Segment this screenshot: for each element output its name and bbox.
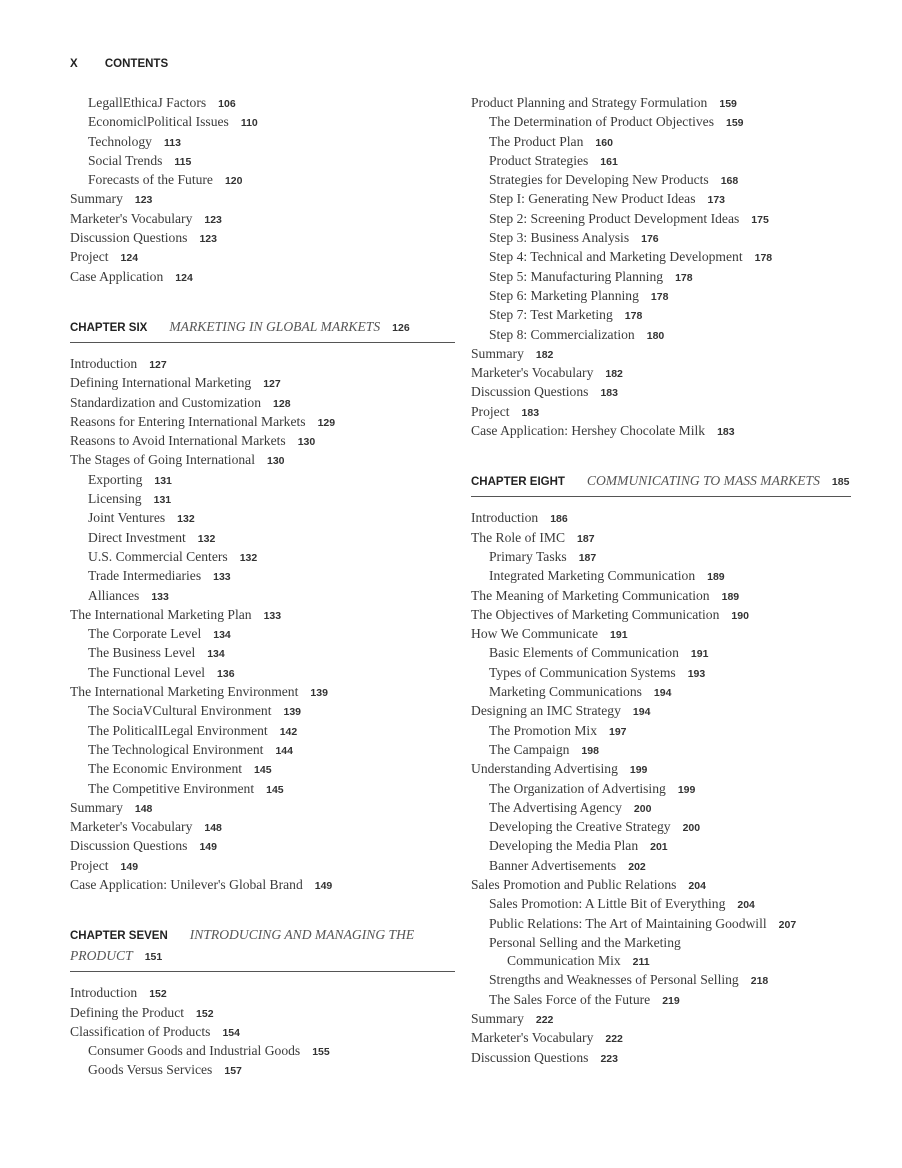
page-number: 183 bbox=[600, 387, 618, 400]
toc-entry-title: Alliances bbox=[88, 587, 140, 603]
toc-entry bbox=[70, 1042, 455, 1061]
page-number: 211 bbox=[632, 956, 650, 969]
page-number: 175 bbox=[751, 213, 769, 226]
toc-entry bbox=[70, 1061, 455, 1080]
toc-entry-title: Product Planning and Strategy Formulation bbox=[471, 95, 708, 110]
page-number: 132 bbox=[197, 532, 216, 545]
toc-entry bbox=[70, 432, 455, 451]
page-number: 178 bbox=[754, 252, 773, 265]
toc-entry bbox=[471, 306, 851, 325]
toc-entry-title: Marketer's Vocabulary bbox=[70, 819, 193, 835]
toc-entry-title: The Promotion Mix bbox=[489, 722, 597, 738]
page-number: 110 bbox=[240, 117, 258, 130]
toc-entry-title: Communication Mix bbox=[507, 953, 621, 969]
toc-entry-title: The Stages of Going International bbox=[70, 452, 255, 468]
page-number: 191 bbox=[610, 629, 628, 642]
page-number: 123 bbox=[204, 213, 222, 226]
page-number: 113 bbox=[163, 136, 181, 149]
page-number: 189 bbox=[721, 590, 740, 603]
page-number: 159 bbox=[719, 98, 737, 110]
toc-entry-title: The International Marketing Plan bbox=[70, 606, 252, 622]
page-number: 160 bbox=[595, 136, 613, 149]
page-number: 131 bbox=[154, 474, 172, 487]
page-number: 131 bbox=[153, 494, 172, 507]
page-number: 173 bbox=[707, 194, 726, 207]
toc-entry bbox=[471, 364, 851, 383]
chapter-title: COMMUNICATING TO MASS MARKETS bbox=[586, 473, 820, 489]
page-number: 106 bbox=[218, 98, 236, 110]
toc-entry bbox=[471, 702, 851, 721]
page-number: 123 bbox=[134, 194, 153, 207]
toc-entry bbox=[70, 210, 455, 229]
toc-entry bbox=[471, 326, 851, 345]
toc-entry-title: The Meaning of Marketing Communication bbox=[471, 587, 710, 603]
toc-entry-title: Discussion Questions bbox=[471, 384, 589, 400]
page-number: 149 bbox=[199, 841, 217, 854]
page-number: 128 bbox=[273, 397, 291, 410]
toc-entry-title: Trade Intermediaries bbox=[88, 568, 202, 584]
toc-entry-title: Step I: Generating New Product Ideas bbox=[489, 191, 696, 207]
toc-left-column bbox=[70, 94, 455, 1081]
toc-entry-title: Summary bbox=[70, 191, 123, 207]
chapter-label: CHAPTER EIGHT bbox=[471, 476, 565, 489]
toc-entry-title: Discussion Questions bbox=[471, 1049, 589, 1065]
toc-entry bbox=[70, 171, 455, 190]
toc-entry-title: Step 8: Commercialization bbox=[489, 326, 635, 342]
toc-entry-title: Marketing Communications bbox=[489, 684, 642, 700]
toc-entry bbox=[471, 934, 851, 952]
page-number: 200 bbox=[682, 822, 701, 835]
toc-entry-title: Joint Ventures bbox=[88, 510, 166, 526]
page-number: 139 bbox=[283, 706, 302, 719]
toc-entry bbox=[70, 229, 455, 248]
page-number: 136 bbox=[217, 667, 235, 680]
page-number: 222 bbox=[605, 1033, 623, 1046]
toc-entry bbox=[471, 857, 851, 876]
toc-entry bbox=[471, 587, 851, 606]
toc-entry-title: Case Application bbox=[70, 268, 164, 284]
toc-entry bbox=[70, 837, 455, 856]
toc-entry bbox=[70, 94, 455, 113]
toc-entry-title: Goods Versus Services bbox=[88, 1062, 213, 1078]
toc-entry-title: Defining International Marketing bbox=[70, 375, 252, 391]
toc-entry-title: The Determination of Product Objectives bbox=[489, 114, 714, 130]
toc-entry-title: The Technological Environment bbox=[88, 741, 264, 757]
page-number: 198 bbox=[581, 744, 599, 757]
chapter-heading bbox=[471, 471, 851, 497]
toc-entry-title: Step 4: Technical and Marketing Development bbox=[489, 249, 743, 265]
page-number: 126 bbox=[392, 321, 410, 334]
toc-entry-title: Discussion Questions bbox=[70, 230, 188, 246]
page-number: 180 bbox=[646, 329, 665, 342]
toc-entry-title: The Corporate Level bbox=[88, 626, 202, 642]
toc-entry bbox=[471, 248, 851, 267]
chapter-label: CHAPTER SIX bbox=[70, 321, 148, 334]
toc-entry bbox=[471, 548, 851, 567]
toc-entry-title: How We Communicate bbox=[471, 626, 599, 642]
page-number: 186 bbox=[550, 513, 568, 526]
page-number: 194 bbox=[653, 687, 672, 700]
toc-entry-title: Marketer's Vocabulary bbox=[471, 1030, 594, 1046]
toc-entry-title: U.S. Commercial Centers bbox=[88, 548, 228, 564]
toc-entry-title: Summary bbox=[471, 1011, 524, 1027]
page-number: 187 bbox=[578, 551, 597, 564]
page-number: 182 bbox=[535, 348, 554, 361]
page-number: 176 bbox=[641, 233, 659, 246]
page-number: 149 bbox=[120, 860, 139, 873]
toc-entry bbox=[471, 171, 851, 190]
toc-entry-title: The Economic Environment bbox=[88, 761, 243, 777]
toc-entry-title: Types of Communication Systems bbox=[489, 664, 676, 680]
page-number: 130 bbox=[266, 455, 285, 468]
toc-entry-title: The Business Level bbox=[88, 645, 196, 661]
toc-entry-title: Designing an IMC Strategy bbox=[471, 703, 621, 719]
toc-entry bbox=[70, 799, 455, 818]
toc-entry bbox=[471, 991, 851, 1010]
toc-entry-title: Consumer Goods and Industrial Goods bbox=[88, 1043, 301, 1059]
page-number: 200 bbox=[633, 802, 652, 815]
page-number: 145 bbox=[254, 764, 272, 777]
toc-entry bbox=[471, 1010, 851, 1029]
toc-entry bbox=[70, 451, 455, 470]
toc-entry-title: Case Application: Hershey Chocolate Milk bbox=[471, 423, 706, 439]
page-number: 202 bbox=[628, 860, 646, 873]
toc-entry-title: The Advertising Agency bbox=[489, 799, 622, 815]
page-number: 149 bbox=[314, 879, 333, 892]
toc-entry bbox=[70, 984, 455, 1003]
toc-entry bbox=[471, 971, 851, 990]
toc-entry bbox=[471, 799, 851, 818]
toc-entry bbox=[471, 625, 851, 644]
toc-entry bbox=[471, 915, 851, 934]
toc-entry bbox=[70, 394, 455, 413]
toc-entry bbox=[70, 548, 455, 567]
page-number: 182 bbox=[605, 368, 623, 381]
page-number: 219 bbox=[662, 994, 680, 1007]
toc-entry-title: Social Trends bbox=[88, 152, 163, 168]
toc-entry-title: The Campaign bbox=[489, 741, 570, 757]
toc-entry-title: Marketer's Vocabulary bbox=[471, 365, 594, 381]
toc-entry-title: Personal Selling and the Marketing bbox=[489, 934, 681, 950]
toc-entry-title: Project bbox=[70, 857, 109, 873]
toc-entry bbox=[70, 190, 455, 209]
toc-entry bbox=[471, 190, 851, 209]
chapter-heading bbox=[70, 925, 455, 972]
toc-entry bbox=[70, 248, 455, 267]
toc-entry bbox=[70, 509, 455, 528]
toc-entry-title: The International Marketing Environment bbox=[70, 684, 299, 700]
toc-entry bbox=[471, 664, 851, 683]
page-number: 127 bbox=[263, 378, 281, 391]
toc-entry bbox=[471, 1029, 851, 1048]
page-number: 185 bbox=[831, 476, 850, 489]
page-number: 190 bbox=[731, 609, 749, 622]
toc-entry-title: Developing the Media Plan bbox=[489, 838, 639, 854]
chapter-heading bbox=[70, 317, 455, 343]
toc-entry-title: Project bbox=[70, 249, 109, 265]
toc-entry-title: The SociaVCultural Environment bbox=[88, 703, 272, 719]
toc-entry-title: Exporting bbox=[88, 471, 143, 487]
page-number: 123 bbox=[199, 233, 217, 246]
toc-entry-title: Product Strategies bbox=[489, 152, 589, 168]
page-number: 204 bbox=[688, 879, 706, 892]
toc-entry bbox=[70, 818, 455, 837]
page-number: 197 bbox=[609, 725, 627, 738]
toc-entry bbox=[70, 113, 455, 132]
toc-entry bbox=[471, 722, 851, 741]
toc-entry bbox=[70, 625, 455, 644]
page-number: 189 bbox=[707, 571, 725, 584]
toc-entry-title: Primary Tasks bbox=[489, 548, 567, 564]
toc-entry bbox=[471, 683, 851, 702]
page-number: 193 bbox=[687, 667, 706, 680]
toc-entry bbox=[471, 895, 851, 914]
toc-right-column bbox=[471, 94, 851, 1068]
toc-entry-title: Discussion Questions bbox=[70, 838, 188, 854]
page-number: 187 bbox=[577, 532, 595, 545]
toc-entry bbox=[70, 1004, 455, 1023]
toc-entry bbox=[70, 876, 455, 895]
page-number: 133 bbox=[151, 590, 169, 603]
toc-entry-title: Case Application: Unilever's Global Brand bbox=[70, 876, 303, 892]
page-number: 152 bbox=[196, 1007, 214, 1020]
toc-entry-title: Marketer's Vocabulary bbox=[70, 210, 193, 226]
toc-entry bbox=[70, 152, 455, 171]
toc-entry bbox=[471, 529, 851, 548]
toc-entry-title: Sales Promotion and Public Relations bbox=[471, 876, 677, 892]
toc-entry bbox=[70, 857, 455, 876]
page-number: 199 bbox=[629, 764, 648, 777]
page-number: 132 bbox=[239, 551, 258, 564]
toc-entry-title: The Organization of Advertising bbox=[489, 780, 666, 796]
toc-entry-title: Introduction bbox=[70, 985, 138, 1001]
toc-entry bbox=[70, 471, 455, 490]
toc-entry-title: Technology bbox=[88, 133, 152, 149]
toc-entry bbox=[471, 345, 851, 364]
toc-entry bbox=[70, 133, 455, 152]
toc-entry bbox=[471, 509, 851, 528]
toc-entry-title: Forecasts of the Future bbox=[88, 172, 213, 188]
page-number: 151 bbox=[144, 951, 163, 964]
page-number: 130 bbox=[297, 436, 316, 449]
toc-entry-title: Basic Elements of Communication bbox=[489, 645, 679, 661]
toc-entry-title: Strengths and Weaknesses of Personal Selling bbox=[489, 972, 739, 988]
toc-entry bbox=[471, 403, 851, 422]
page-number: 148 bbox=[134, 802, 153, 815]
toc-entry bbox=[471, 287, 851, 306]
page-number: 134 bbox=[213, 629, 231, 642]
toc-entry-title: Strategies for Developing New Products bbox=[489, 172, 709, 188]
toc-entry-title: Step 2: Screening Product Development Ideas bbox=[489, 210, 740, 226]
toc-entry bbox=[471, 780, 851, 799]
toc-entry bbox=[70, 664, 455, 683]
page-number: 218 bbox=[750, 975, 769, 988]
toc-entry-title: Direct Investment bbox=[88, 529, 186, 545]
toc-entry bbox=[70, 413, 455, 432]
toc-entry bbox=[70, 644, 455, 663]
toc-entry bbox=[471, 210, 851, 229]
page-number: 129 bbox=[317, 416, 336, 429]
toc-entry bbox=[471, 133, 851, 152]
toc-entry bbox=[471, 229, 851, 248]
toc-entry bbox=[471, 383, 851, 402]
chapter-title: MARKETING IN GLOBAL MARKETS bbox=[169, 318, 381, 334]
toc-entry bbox=[70, 567, 455, 586]
page-number: 207 bbox=[778, 918, 797, 931]
toc-entry bbox=[471, 818, 851, 837]
toc-entry bbox=[70, 355, 455, 374]
page-number: X bbox=[70, 58, 78, 70]
toc-entry bbox=[471, 837, 851, 856]
toc-entry bbox=[471, 952, 851, 971]
toc-entry-title: Standardization and Customization bbox=[70, 394, 262, 410]
toc-entry bbox=[70, 268, 455, 287]
page-number: 144 bbox=[275, 744, 293, 757]
toc-entry bbox=[70, 780, 455, 799]
running-header bbox=[70, 58, 168, 70]
chapter-label: CHAPTER SEVEN bbox=[70, 930, 168, 943]
page-number: 133 bbox=[263, 609, 282, 622]
page-number: 161 bbox=[600, 155, 618, 168]
page-title: CONTENTS bbox=[104, 58, 169, 70]
toc-entry-title: Project bbox=[471, 403, 510, 419]
toc-entry bbox=[471, 268, 851, 287]
toc-entry-title: Reasons to Avoid International Markets bbox=[70, 433, 286, 449]
page-number: 178 bbox=[675, 271, 693, 284]
toc-entry-title: The Role of IMC bbox=[471, 529, 566, 545]
toc-entry bbox=[471, 422, 851, 441]
page-number: 145 bbox=[266, 783, 284, 796]
toc-entry-title: The Product Plan bbox=[489, 133, 584, 149]
toc-entry bbox=[471, 152, 851, 171]
page-number: 133 bbox=[213, 571, 231, 584]
toc-entry-title: EconomiclPolitical Issues bbox=[88, 114, 229, 130]
page-number: 194 bbox=[632, 706, 651, 719]
chapter-title: INTRODUCING AND MANAGING THE PRODUCT bbox=[70, 927, 415, 964]
page-number: 201 bbox=[650, 841, 668, 854]
toc-entry-title: Understanding Advertising bbox=[471, 761, 618, 777]
page-number: 191 bbox=[690, 648, 709, 661]
page-number: 142 bbox=[279, 725, 298, 738]
page-number: 148 bbox=[204, 822, 222, 835]
page-number: 159 bbox=[726, 117, 744, 130]
toc-entry bbox=[471, 113, 851, 132]
toc-entry-title: Classification of Products bbox=[70, 1023, 211, 1039]
toc-entry-title: Step 7: Test Marketing bbox=[489, 307, 613, 323]
page-number: 152 bbox=[149, 988, 167, 1001]
toc-entry-title: Step 3: Business Analysis bbox=[489, 230, 630, 246]
toc-entry-title: Licensing bbox=[88, 491, 142, 507]
toc-entry bbox=[70, 529, 455, 548]
toc-entry bbox=[70, 741, 455, 760]
toc-entry-title: Step 5: Manufacturing Planning bbox=[489, 268, 664, 284]
toc-entry bbox=[70, 722, 455, 741]
toc-entry-title: LegallEthicaJ Factors bbox=[88, 95, 207, 110]
toc-entry bbox=[471, 644, 851, 663]
page-number: 178 bbox=[624, 310, 643, 323]
toc-entry-title: The PoliticalILegal Environment bbox=[88, 722, 268, 738]
page-number: 223 bbox=[600, 1052, 618, 1065]
toc-entry-title: Introduction bbox=[471, 510, 539, 526]
toc-entry-title: The Objectives of Marketing Communication bbox=[471, 606, 720, 622]
toc-entry-title: Summary bbox=[70, 799, 123, 815]
page-number: 155 bbox=[312, 1046, 330, 1059]
page-number: 222 bbox=[535, 1014, 554, 1027]
toc-entry-title: Summary bbox=[471, 345, 524, 361]
toc-entry-title: Integrated Marketing Communication bbox=[489, 568, 696, 584]
page-number: 115 bbox=[174, 155, 192, 168]
toc-entry-title: Introduction bbox=[70, 355, 138, 371]
toc-entry bbox=[471, 606, 851, 625]
toc-entry bbox=[471, 1049, 851, 1068]
page-number: 132 bbox=[177, 513, 195, 526]
toc-entry bbox=[70, 760, 455, 779]
page-number: 124 bbox=[175, 271, 193, 284]
toc-entry bbox=[70, 374, 455, 393]
page-number: 168 bbox=[720, 175, 739, 188]
toc-entry bbox=[70, 606, 455, 625]
page-number: 183 bbox=[521, 406, 540, 419]
page-number: 204 bbox=[737, 899, 755, 912]
toc-entry bbox=[70, 683, 455, 702]
toc-entry-title: The Sales Force of the Future bbox=[489, 991, 651, 1007]
toc-entry bbox=[70, 490, 455, 509]
page-number: 139 bbox=[310, 687, 328, 700]
toc-entry-title: The Competitive Environment bbox=[88, 780, 255, 796]
toc-entry-title: Sales Promotion: A Little Bit of Everything bbox=[489, 896, 726, 912]
page-number: 157 bbox=[224, 1065, 242, 1078]
toc-entry bbox=[70, 1023, 455, 1042]
toc-entry bbox=[70, 702, 455, 721]
toc-entry bbox=[471, 876, 851, 895]
toc-entry-title: The Functional Level bbox=[88, 664, 206, 680]
page-number: 127 bbox=[149, 358, 167, 371]
toc-entry bbox=[471, 567, 851, 586]
toc-entry-title: Defining the Product bbox=[70, 1004, 185, 1020]
toc-entry-title: Reasons for Entering International Markets bbox=[70, 413, 306, 429]
page-number: 199 bbox=[677, 783, 696, 796]
toc-entry-title: Banner Advertisements bbox=[489, 857, 617, 873]
page-number: 178 bbox=[650, 290, 669, 303]
page-number: 124 bbox=[120, 252, 139, 265]
page-number: 183 bbox=[717, 426, 735, 439]
page-number: 134 bbox=[207, 648, 225, 661]
toc-entry bbox=[70, 587, 455, 606]
page-number: 120 bbox=[224, 175, 243, 188]
toc-entry bbox=[471, 741, 851, 760]
toc-entry-title: Public Relations: The Art of Maintaining Goodwill bbox=[489, 915, 767, 931]
toc-entry-title: Step 6: Marketing Planning bbox=[489, 287, 639, 303]
toc-entry bbox=[471, 94, 851, 113]
toc-entry-title: Developing the Creative Strategy bbox=[489, 819, 671, 835]
page-number: 154 bbox=[222, 1026, 240, 1039]
toc-entry bbox=[471, 760, 851, 779]
